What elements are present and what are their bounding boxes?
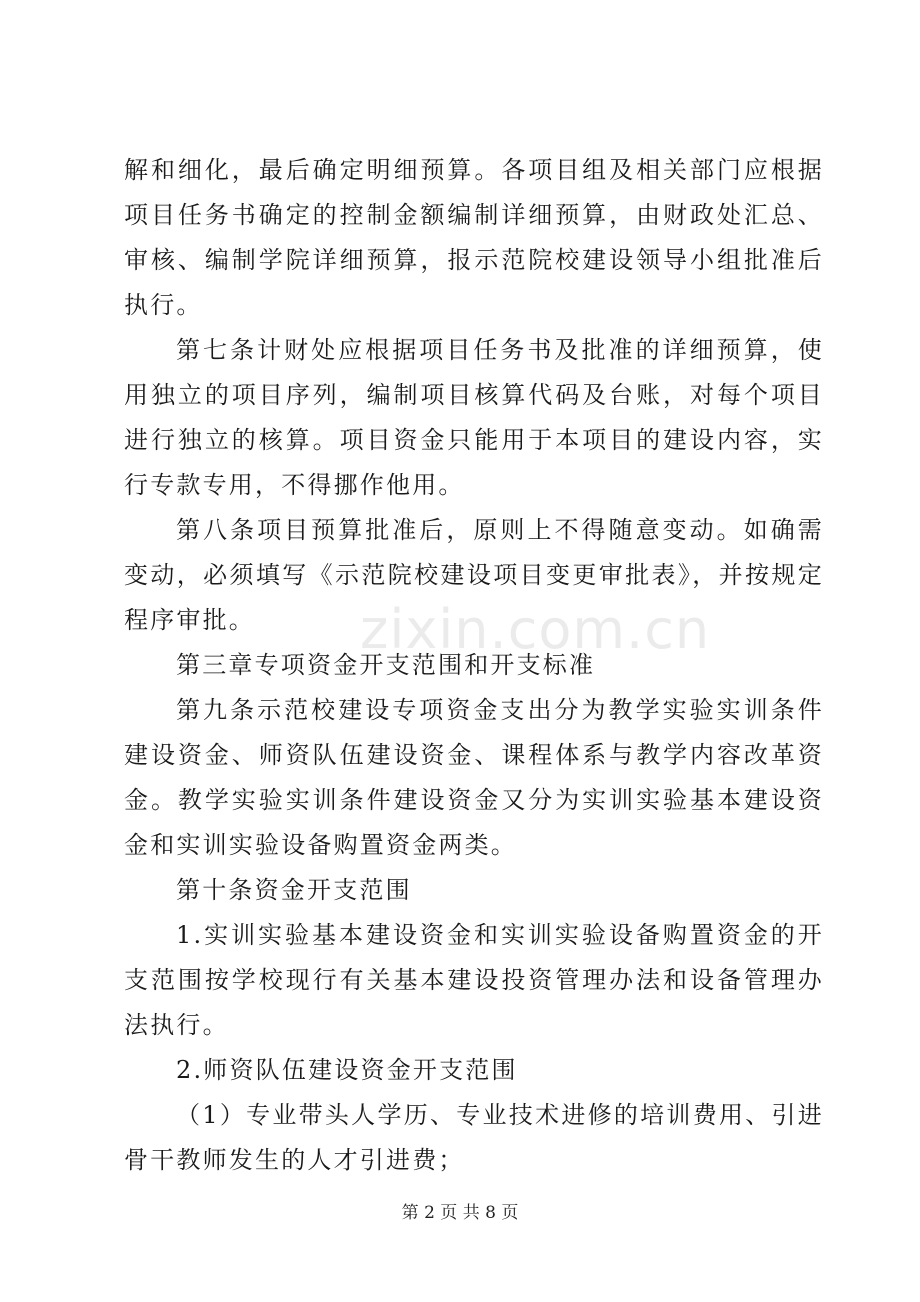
paragraph-article-9: 第九条示范校建设专项资金支出分为教学实验实训条件建设资金、师资队伍建设资金、课程体系与教学内容改革资金。教学实验实训条件建设资金又分为实训实验基本建设资金和实训实验设备购置资金两类。 <box>124 696 824 859</box>
page-number-footer: 第 2 页 共 8 页 <box>401 1203 519 1223</box>
watermark: zixin.com.cn <box>360 598 711 661</box>
paragraph-article-8: 第八条项目预算批准后，原则上不得随意变动。如确需变动，必须填写《示范院校建设项目变更审批表》，并按规定程序审批。 <box>124 516 824 634</box>
paragraph-continuation: 解和细化，最后确定明细预算。各项目组及相关部门应根据项目任务书确定的控制金额编制详细预算，由财政处汇总、审核、编制学院详细预算，报示范院校建设领导小组批准后执行。 <box>124 156 824 319</box>
paragraph-item-1: 1.实训实验基本建设资金和实训实验设备购置资金的开支范围按学校现行有关基本建设投资管理办法和设备管理办法执行。 <box>124 921 824 1039</box>
document-body <box>124 148 824 1183</box>
paragraph-subitem-1: （1）专业带头人学历、专业技术进修的培训费用、引进骨干教师发生的人才引进费； <box>124 1101 824 1174</box>
paragraph-item-2: 2.师资队伍建设资金开支范围 <box>176 1056 518 1084</box>
paragraph-article-10: 第十条资金开支范围 <box>176 876 412 904</box>
paragraph-article-7: 第七条计财处应根据项目任务书及批准的详细预算，使用独立的项目序列，编制项目核算代码及台账，对每个项目进行独立的核算。项目资金只能用于本项目的建设内容，实行专款专用，不得挪作他用。 <box>124 336 824 499</box>
chapter-3-heading: 第三章专项资金开支范围和开支标准 <box>176 651 596 679</box>
